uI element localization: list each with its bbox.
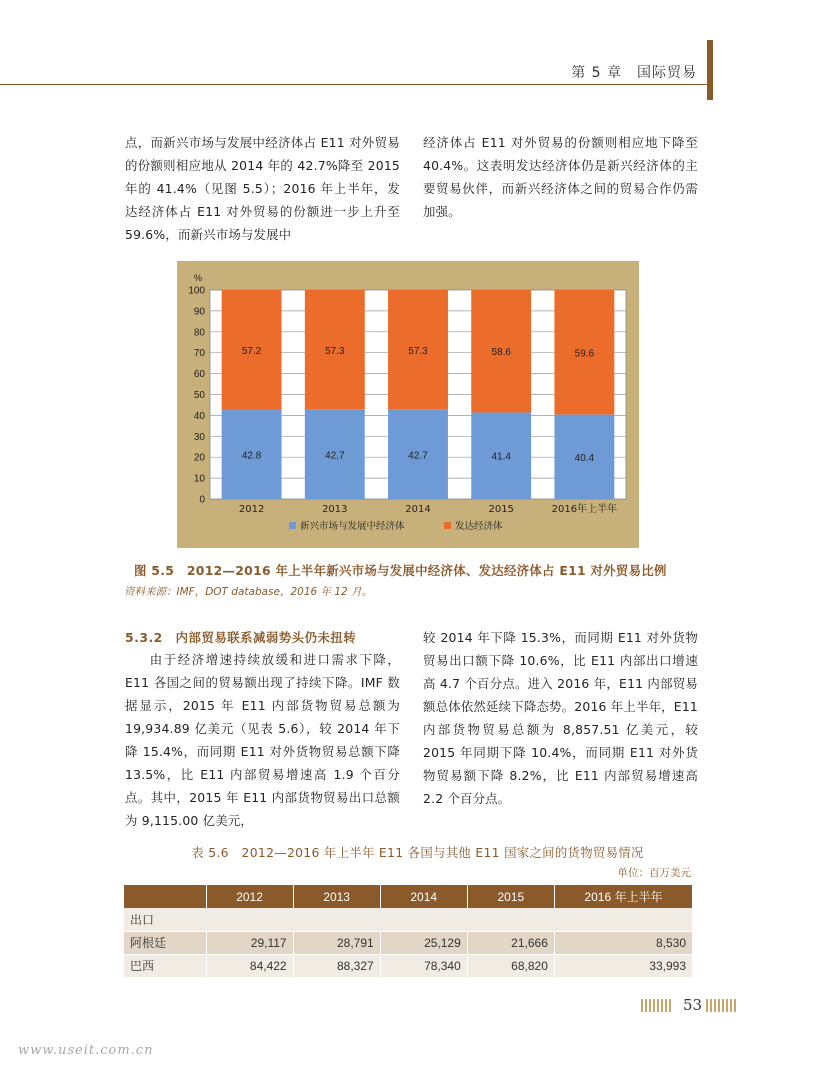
- table-row: [124, 954, 692, 977]
- table-header-cell: 2012: [206, 885, 293, 908]
- trade-table: [124, 885, 692, 978]
- table-header-cell: 2015: [467, 885, 554, 908]
- y-tick-label: 40: [193, 410, 205, 422]
- table-cell: 28,791: [293, 931, 380, 954]
- y-tick-label: 10: [193, 473, 205, 485]
- x-tick-label: 2016年上半年: [551, 504, 618, 515]
- y-axis-label: %: [193, 273, 202, 283]
- table-cell: 84,422: [206, 954, 293, 977]
- table-row: [124, 931, 692, 954]
- table-cell: 78,340: [380, 954, 467, 977]
- watermark: www.useit.com.cn: [18, 1043, 154, 1058]
- data-label: 41.4: [491, 451, 511, 463]
- table-cell: 8,530: [554, 931, 692, 954]
- paragraph-bottom-right: [423, 626, 698, 810]
- x-tick-label: 2014: [405, 504, 431, 515]
- stacked-bar-chart: [177, 261, 639, 548]
- table-header-cell: 2014: [380, 885, 467, 908]
- paragraph-text: 点，而新兴市场与发展中经济体占 E11 对外贸易的份额则相应地从 2014 年的 42.7%降至 2015 年的 41.4%（见图 5.5）；2016 年上半年，发达经济体占 E11 对外贸易的份额进一步上升至 59.6%，而新兴市场与发展中: [125, 135, 400, 242]
- table-unit: 单位：百万美元: [617, 867, 691, 879]
- table-row-label: 巴西: [124, 954, 206, 977]
- data-label: 57.3: [325, 345, 345, 357]
- data-label: 42.7: [325, 450, 345, 462]
- x-tick-label: 2015: [488, 504, 514, 515]
- table-header-cell: 2016 年上半年: [554, 885, 692, 908]
- table-section-row: [124, 908, 692, 931]
- data-label: 58.6: [491, 347, 511, 359]
- paragraph-top-left: [125, 131, 400, 246]
- y-tick-label: 20: [193, 452, 205, 464]
- legend-entry: 发达经济体: [455, 521, 503, 532]
- data-label: 59.6: [574, 348, 595, 360]
- chapter-title: 第 5 章 国际贸易: [571, 65, 697, 81]
- table-header-cell: 2013: [293, 885, 380, 908]
- y-tick-label: 100: [188, 285, 205, 297]
- y-tick-label: 0: [199, 494, 205, 506]
- figure-source: 资料来源：IMF，DOT database，2016 年 12 月。: [124, 586, 373, 598]
- page-decoration-left: [641, 999, 673, 1012]
- data-label: 40.4: [574, 452, 595, 464]
- y-tick-label: 80: [193, 327, 205, 339]
- table-cell: 33,993: [554, 954, 692, 977]
- data-label: 42.8: [241, 450, 262, 462]
- legend-swatch-emerging: [289, 522, 296, 529]
- header-accent-bar: [707, 40, 713, 100]
- paragraph-text: 由于经济增速持续放缓和进口需求下降，E11 各国之间的贸易额出现了持续下降。IMF 数据显示，2015 年 E11 内部货物贸易总额为 19,934.89 亿美元（见表 5.6），较 2014 年下降 15.4%，而同期 E11 对外货物贸易总额下降 13.5%，比 E11 内部贸易增速高 1.9 个百分点。其中，2015 年 E11 内部货物贸易出口总额为 9,115.00 亿美元，: [125, 652, 400, 828]
- x-tick-label: 2013: [322, 504, 348, 515]
- legend-swatch-developed: [444, 522, 451, 529]
- figure-caption: 图 5.5 2012—2016 年上半年新兴市场与发展中经济体、发达经济体占 E11 对外贸易比例: [134, 563, 667, 578]
- data-label: 42.7: [408, 450, 428, 462]
- table-cell: 25,129: [380, 931, 467, 954]
- table-row-label: 阿根廷: [124, 931, 206, 954]
- data-label: 57.3: [408, 345, 428, 357]
- y-tick-label: 90: [193, 306, 205, 318]
- y-tick-label: 60: [193, 369, 205, 381]
- paragraph-bottom-left: [125, 648, 400, 832]
- section-heading-wrap: [125, 626, 400, 649]
- table-cell: 29,117: [206, 931, 293, 954]
- data-label: 57.2: [241, 345, 262, 357]
- paragraph-top-right: [423, 131, 698, 223]
- paragraph-text: 经济体占 E11 对外贸易的份额则相应地下降至 40.4%。这表明发达经济体仍是新兴经济体的主要贸易伙伴，而新兴经济体之间的贸易合作仍需加强。: [423, 135, 698, 219]
- table-cell: 68,820: [467, 954, 554, 977]
- table-cell: 21,666: [467, 931, 554, 954]
- chart-svg: [177, 261, 639, 548]
- table-caption: 表 5.6 2012—2016 年上半年 E11 各国与其他 E11 国家之间的货物贸易情况: [191, 845, 644, 860]
- header-rule: [0, 84, 707, 85]
- page-number: 53: [683, 996, 703, 1014]
- y-tick-label: 30: [193, 431, 205, 443]
- paragraph-text: 较 2014 年下降 15.3%，而同期 E11 对外货物贸易出口额下降 10.6%，比 E11 内部出口增速高 4.7 个百分点。进入 2016 年，E11 内部贸易额总体依然延续下降态势。2016 年上半年，E11 内部货物贸易总额为 8,857.51 亿美元，较 2015 年同期下降 10.4%，而同期 E11 对外货物贸易额下降 8.2%，比 E11 内部贸易增速高 2.2 个百分点。: [423, 630, 698, 806]
- x-tick-label: 2012: [238, 504, 265, 515]
- section-heading: 5.3.2 内部贸易联系减弱势头仍未扭转: [125, 630, 357, 645]
- y-tick-label: 70: [193, 348, 205, 360]
- y-tick-label: 50: [193, 390, 205, 401]
- table-section-label: 出口: [124, 908, 692, 931]
- table-header-cell: [124, 885, 206, 908]
- table-cell: 88,327: [293, 954, 380, 977]
- legend-entry: 新兴市场与发展中经济体: [300, 521, 405, 532]
- table-header-row: [124, 885, 692, 908]
- page-decoration-right: [706, 999, 738, 1012]
